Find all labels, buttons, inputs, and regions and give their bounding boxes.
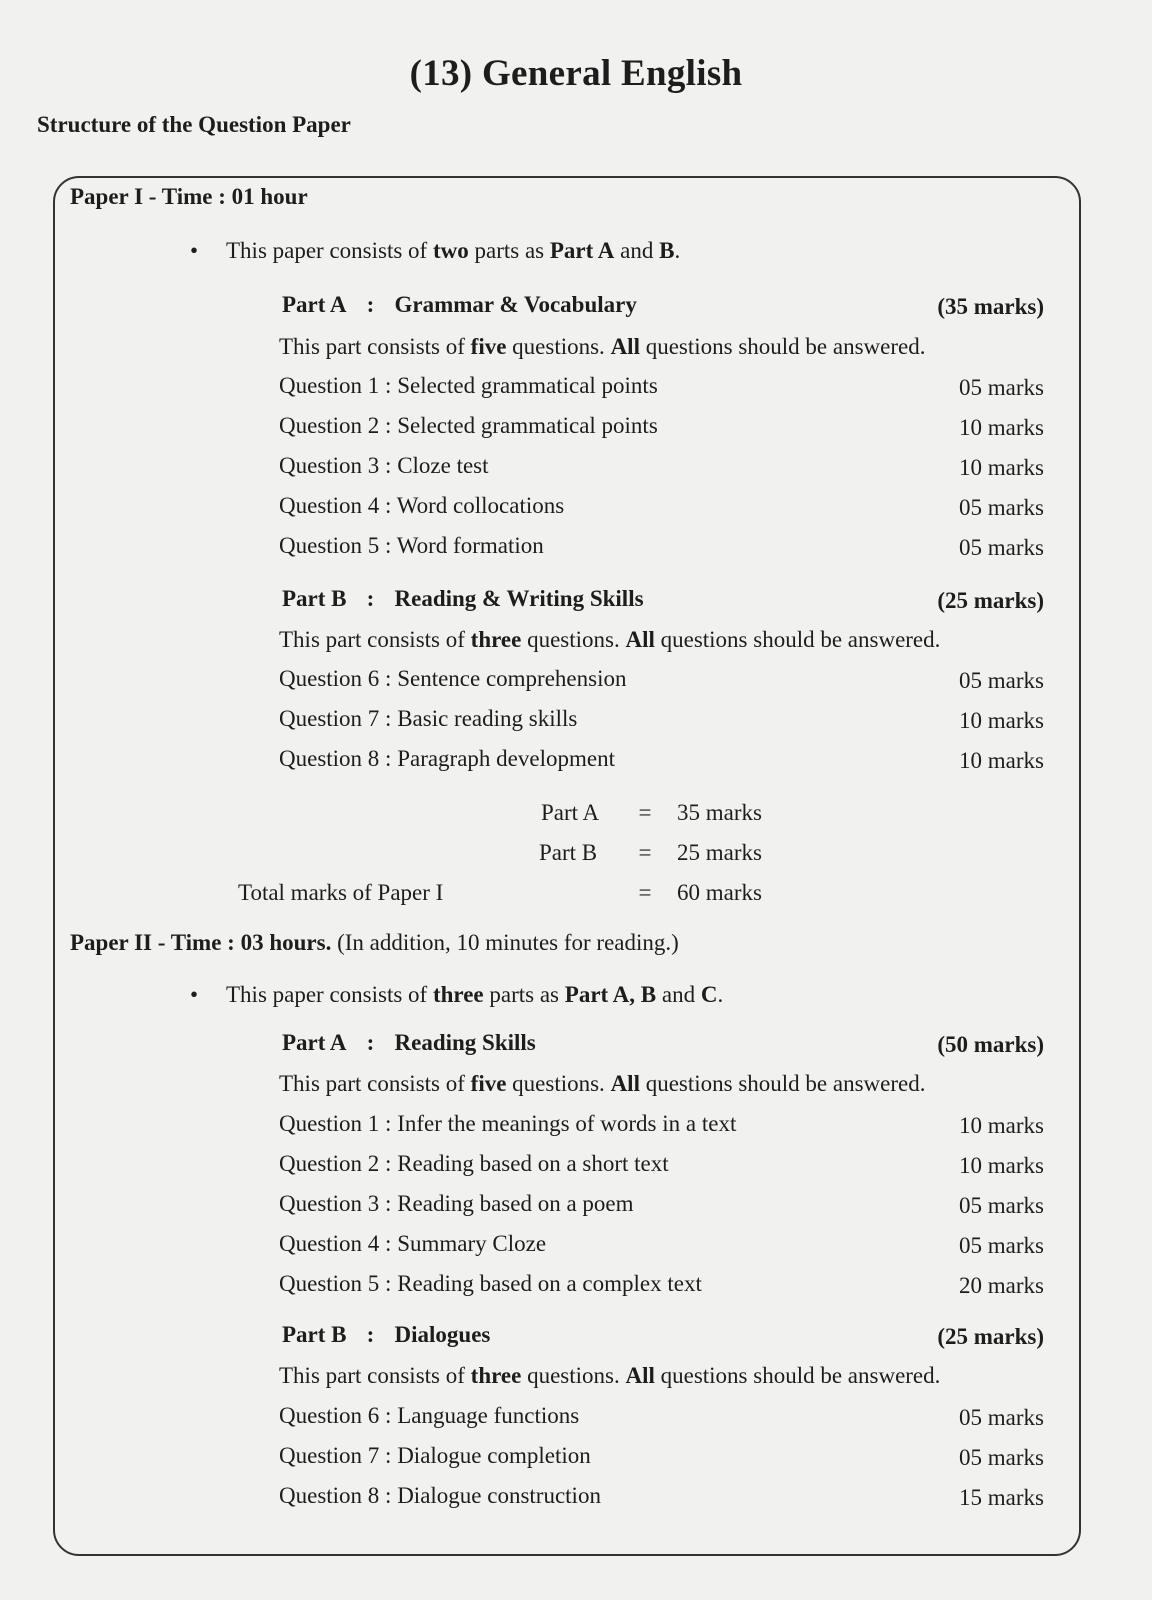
text-fragment: three — [470, 1363, 522, 1388]
question-text: Question 2 : Selected grammatical points — [279, 413, 658, 438]
summary-value: 25 marks — [677, 840, 762, 865]
text-fragment: All — [625, 627, 655, 652]
page-title: (13) General English — [409, 53, 743, 94]
paper1-bullet — [190, 238, 680, 264]
text-fragment: All — [610, 1071, 640, 1096]
text-fragment: questions. — [506, 334, 611, 359]
text-fragment: questions should be answered. — [654, 1363, 941, 1388]
summary-label: Part B — [539, 840, 598, 865]
summary-equals: = — [638, 840, 652, 865]
paper2-bullet — [190, 982, 723, 1008]
question-marks: 10 marks — [959, 455, 1044, 480]
paper1-partA-description — [279, 334, 926, 360]
paper1-partA-marks: (35 marks) — [937, 294, 1044, 319]
text-fragment: and — [614, 238, 660, 263]
text-fragment: questions should be answered. — [639, 334, 926, 359]
paper1-partA-heading — [282, 292, 637, 318]
question-paper-structure-box — [53, 176, 1081, 1556]
text-fragment: All — [610, 334, 640, 359]
text-fragment: Part A — [549, 238, 615, 263]
text-fragment: three — [432, 982, 484, 1007]
part-label: Part A — [282, 292, 347, 317]
paper2-label: Paper II — [70, 930, 152, 955]
question-marks: 05 marks — [959, 1233, 1044, 1258]
summary-value: 60 marks — [677, 880, 762, 905]
question-marks: 20 marks — [959, 1273, 1044, 1298]
text-fragment: two — [432, 238, 469, 263]
paper2-time-note: (In addition, 10 minutes for reading.) — [331, 930, 679, 955]
paper2-partB-marks: (25 marks) — [937, 1324, 1044, 1349]
paper2-partB-heading — [282, 1322, 490, 1348]
paper1-partB-heading — [282, 586, 644, 612]
question-text: Question 5 : Reading based on a complex text — [279, 1271, 702, 1296]
question-text: Question 1 : Infer the meanings of words in a text — [279, 1111, 737, 1136]
question-text: Question 4 : Word collocations — [279, 493, 565, 518]
question-marks: 05 marks — [959, 495, 1044, 520]
text-fragment: Part A, B — [564, 982, 657, 1007]
part-separator: : — [366, 1322, 375, 1347]
question-text: Question 6 : Language functions — [279, 1403, 580, 1428]
question-marks: 10 marks — [959, 1113, 1044, 1138]
text-fragment: This part consists of — [279, 627, 471, 652]
question-text: Question 3 : Reading based on a poem — [279, 1191, 634, 1216]
summary-equals: = — [638, 880, 652, 905]
question-marks: 05 marks — [959, 668, 1044, 693]
bullet-icon: • — [190, 238, 199, 263]
question-text: Question 8 : Paragraph development — [279, 746, 615, 771]
text-fragment: three — [470, 627, 522, 652]
text-fragment: This part consists of — [279, 334, 471, 359]
text-fragment: C — [700, 982, 718, 1007]
question-marks: 05 marks — [959, 1445, 1044, 1470]
text-fragment: five — [470, 334, 507, 359]
question-marks: 15 marks — [959, 1485, 1044, 1510]
part-separator: : — [366, 1030, 375, 1055]
summary-equals: = — [638, 800, 652, 825]
paper2-partA-marks: (50 marks) — [937, 1032, 1044, 1057]
text-fragment: five — [470, 1071, 507, 1096]
paper1-label: Paper I — [70, 184, 144, 209]
text-fragment: . — [717, 982, 724, 1007]
summary-label: Total marks of Paper I — [238, 880, 444, 905]
paper1-time: - Time : 01 hour — [143, 184, 308, 209]
structure-heading: Structure of the Question Paper — [37, 112, 351, 137]
question-marks: 10 marks — [959, 748, 1044, 773]
question-marks: 10 marks — [959, 1153, 1044, 1178]
paper2-partA-description — [279, 1071, 926, 1097]
part-name: Reading & Writing Skills — [394, 586, 644, 611]
text-fragment: questions. — [506, 1071, 611, 1096]
question-text: Question 2 : Reading based on a short text — [279, 1151, 669, 1176]
question-text: Question 4 : Summary Cloze — [279, 1231, 547, 1256]
text-fragment: and — [656, 982, 701, 1007]
text-fragment: This part consists of — [279, 1363, 471, 1388]
question-marks: 05 marks — [959, 535, 1044, 560]
paper1-marks-summary — [55, 800, 1055, 920]
text-fragment: parts as — [468, 238, 550, 263]
question-text: Question 7 : Basic reading skills — [279, 706, 578, 731]
text-fragment: questions should be answered. — [639, 1071, 926, 1096]
part-separator: : — [366, 586, 375, 611]
text-fragment: All — [625, 1363, 655, 1388]
paper2-partB-description — [279, 1363, 940, 1389]
part-label: Part B — [282, 1322, 347, 1347]
paper1-partB-marks: (25 marks) — [937, 588, 1044, 613]
summary-value: 35 marks — [677, 800, 762, 825]
part-separator: : — [366, 292, 375, 317]
part-label: Part A — [282, 1030, 347, 1055]
question-text: Question 6 : Sentence comprehension — [279, 666, 627, 691]
paper1-heading — [70, 184, 308, 210]
summary-label: Part A — [541, 800, 600, 825]
text-fragment: This part consists of — [279, 1071, 471, 1096]
question-text: Question 5 : Word formation — [279, 533, 544, 558]
text-fragment: questions. — [521, 1363, 626, 1388]
bullet-icon: • — [190, 982, 199, 1007]
part-name: Grammar & Vocabulary — [394, 292, 637, 317]
text-fragment: B — [659, 238, 675, 263]
part-name: Reading Skills — [394, 1030, 536, 1055]
question-marks: 10 marks — [959, 415, 1044, 440]
text-fragment: questions should be answered. — [654, 627, 941, 652]
question-text: Question 1 : Selected grammatical points — [279, 373, 658, 398]
paper1-partB-description — [279, 627, 940, 653]
part-label: Part B — [282, 586, 347, 611]
question-marks: 05 marks — [959, 375, 1044, 400]
question-marks: 05 marks — [959, 1193, 1044, 1218]
question-marks: 05 marks — [959, 1405, 1044, 1430]
text-fragment: This paper consists of — [226, 238, 433, 263]
text-fragment: parts as — [483, 982, 565, 1007]
question-text: Question 8 : Dialogue construction — [279, 1483, 601, 1508]
text-fragment: . — [674, 238, 681, 263]
text-fragment: questions. — [521, 627, 626, 652]
paper2-heading — [70, 930, 679, 956]
paper2-partA-heading — [282, 1030, 536, 1056]
paper2-time: - Time : 03 hours. — [152, 930, 332, 955]
question-text: Question 3 : Cloze test — [279, 453, 489, 478]
question-marks: 10 marks — [959, 708, 1044, 733]
part-name: Dialogues — [394, 1322, 491, 1347]
question-text: Question 7 : Dialogue completion — [279, 1443, 591, 1468]
text-fragment: This paper consists of — [226, 982, 433, 1007]
